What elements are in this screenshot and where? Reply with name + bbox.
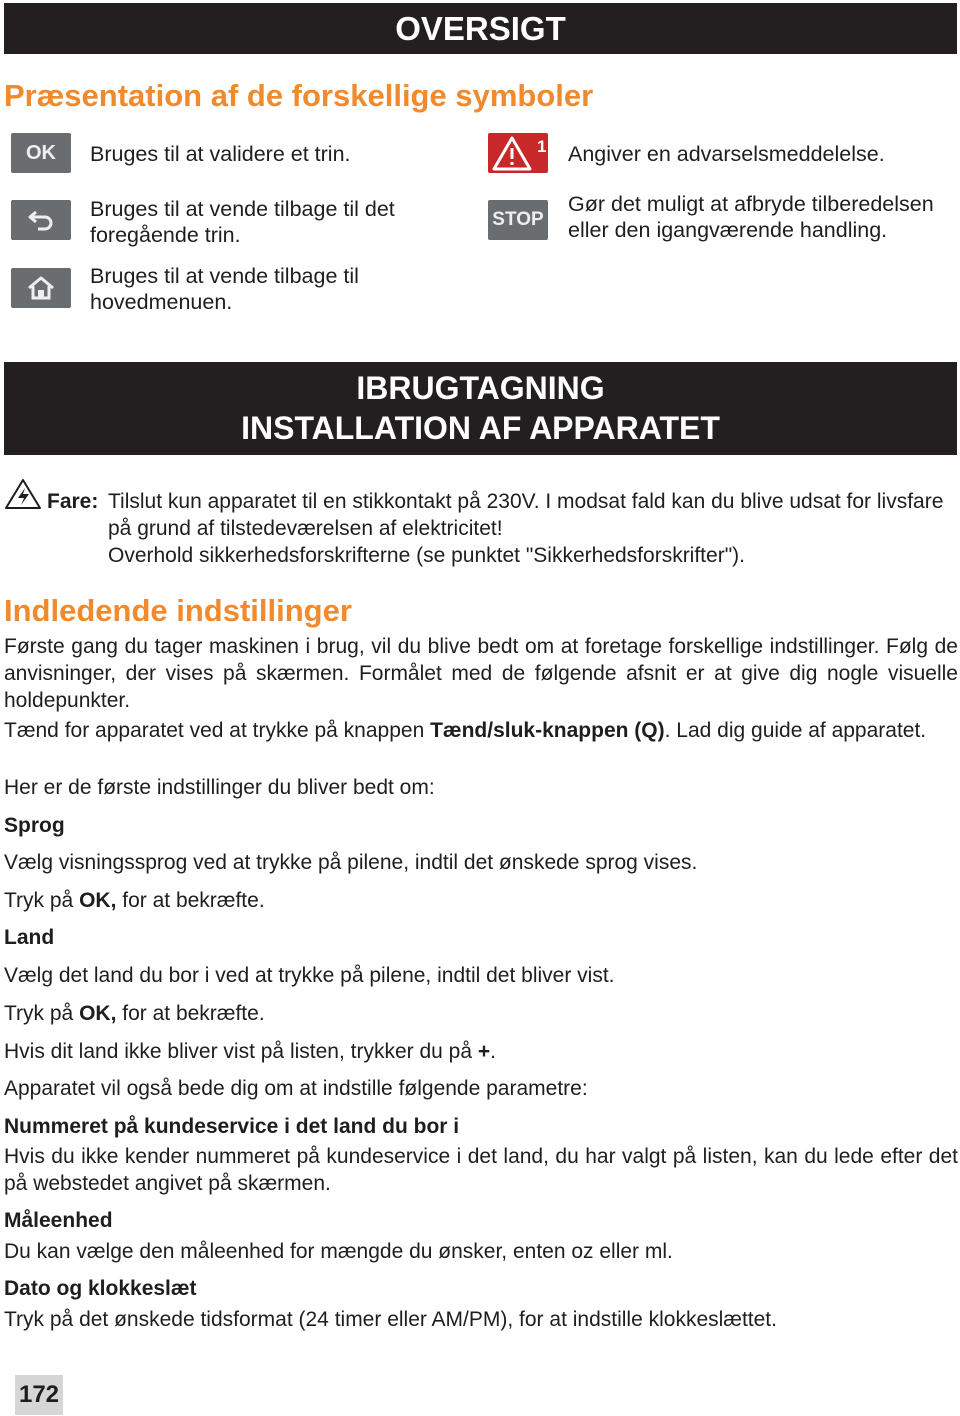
danger-label: Fare: bbox=[47, 490, 99, 513]
intro-heading: Indledende indstillinger bbox=[4, 593, 352, 628]
stop-icon bbox=[488, 200, 548, 240]
power-on-paragraph: Tænd for apparatet ved at trykke på knappen Tænd/sluk-knappen (Q). Lad dig guide af apparatet. bbox=[4, 719, 927, 742]
stop-icon-label: STOP bbox=[492, 209, 544, 230]
ok-description: Bruges til at validere et trin. bbox=[90, 142, 351, 166]
section-title-ibrugtagning: IBRUGTAGNING bbox=[356, 370, 605, 406]
country-confirm-text: Tryk på OK, for at bekræfte. bbox=[4, 1002, 265, 1025]
country-missing-text: Hvis dit land ikke bliver vist på listen, trykker du på +. bbox=[4, 1040, 496, 1063]
page-number: 172 bbox=[15, 1375, 63, 1415]
language-text: Vælg visningssprog ved at trykke på pilene, indtil det ønskede sprog vises. bbox=[4, 851, 698, 874]
language-confirm-text: Tryk på OK, for at bekræfte. bbox=[4, 889, 265, 912]
intro-paragraph: Første gang du tager maskinen i brug, vil du blive bedt om at foretage forskellige indstillinger. Følg de anvisninger, der vises på skærmen. Formålet med de følgende afsnit er at give dig nogle visuelle holdepunkter. bbox=[4, 635, 958, 712]
settings-intro-text: Her er de første indstillinger du bliver bedt om: bbox=[4, 776, 435, 799]
customer-service-title: Nummeret på kundeservice i det land du bor i bbox=[4, 1115, 460, 1138]
home-description: Bruges til at vende tilbage til hovedmenuen. bbox=[90, 264, 359, 314]
back-description: Bruges til at vende tilbage til det foregående trin. bbox=[90, 197, 395, 247]
symbols-heading: Præsentation af de forskellige symboler bbox=[4, 78, 594, 113]
warning-badge: 1 bbox=[537, 137, 547, 156]
date-time-text: Tryk på det ønskede tidsformat (24 timer eller AM/PM), for at indstille klokkeslættet. bbox=[4, 1308, 777, 1331]
danger-icon bbox=[4, 478, 42, 510]
country-text: Vælg det land du bor i ved at trykke på pilene, indtil det bliver vist. bbox=[4, 964, 615, 987]
country-title: Land bbox=[4, 926, 55, 949]
danger-safety-text: Overhold sikkerhedsforskrifterne (se punktet "Sikkerhedsforskrifter"). bbox=[108, 544, 745, 567]
section-title-installation: INSTALLATION AF APPARATET bbox=[241, 410, 720, 446]
unit-title: Måleenhed bbox=[4, 1209, 113, 1232]
danger-text: Tilslut kun apparatet til en stikkontakt på 230V. I modsat fald kan du blive udsat for livsfare på grund af tilstedeværelsen af elektricitet! bbox=[108, 490, 944, 540]
date-time-title: Dato og klokkeslæt bbox=[4, 1277, 197, 1300]
page-header-title: OVERSIGT bbox=[395, 10, 566, 47]
back-arrow-icon bbox=[11, 200, 71, 240]
ok-icon bbox=[11, 133, 71, 173]
stop-description: Gør det muligt at afbryde tilberedelsen eller den igangværende handling. bbox=[568, 192, 934, 242]
unit-text: Du kan vælge den måleenhed for mængde du ønsker, enten oz eller ml. bbox=[4, 1240, 673, 1263]
warning-message-icon bbox=[488, 133, 548, 173]
section-header-bar bbox=[4, 362, 957, 455]
warning-description: Angiver en advarselsmeddelelse. bbox=[568, 142, 885, 166]
parameters-text: Apparatet vil også bede dig om at indstille følgende parametre: bbox=[4, 1077, 588, 1100]
language-title: Sprog bbox=[4, 814, 65, 837]
page-header-bar bbox=[4, 3, 957, 54]
customer-service-text: Hvis du ikke kender nummeret på kundeservice i det land, du har valgt på listen, kan du lede efter det på webstedet angivet på skærmen. bbox=[4, 1145, 958, 1195]
home-icon bbox=[11, 268, 71, 308]
ok-icon-label: OK bbox=[26, 141, 56, 164]
